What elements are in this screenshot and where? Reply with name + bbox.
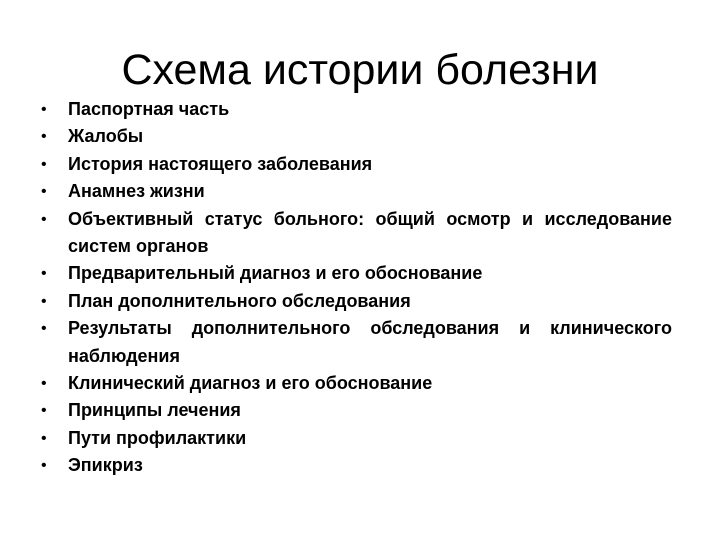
bullet-icon: •: [41, 155, 47, 173]
list-item-text: История настоящего заболевания: [68, 153, 373, 174]
list-item-text: Результаты дополнительного обследования и клинического наблюдения: [68, 318, 672, 366]
list-item: [36, 288, 672, 315]
list-item-text: Клинический диагноз и его обоснование: [68, 373, 433, 394]
bullet-icon: •: [41, 183, 47, 201]
list-item-text: Предварительный диагноз и его обоснование: [68, 263, 483, 284]
bullet-icon: •: [41, 457, 47, 475]
list-item: [36, 178, 672, 205]
bullet-icon: •: [41, 402, 47, 420]
list-item-text: Паспортная часть: [68, 99, 230, 119]
list-item-text: Принципы лечения: [68, 400, 241, 421]
list-item: [36, 397, 672, 424]
list-item: [36, 206, 672, 261]
list-item: [36, 452, 672, 479]
bullet-icon: •: [41, 128, 47, 146]
bullet-icon: •: [41, 265, 47, 283]
list-item: [36, 370, 672, 397]
list-item: [36, 123, 672, 150]
list-item-text: Объективный статус больного: общий осмотр и исследование систем органов: [68, 208, 672, 257]
bullet-icon: •: [41, 292, 47, 310]
list-item: [36, 260, 672, 287]
list-item-text: Анамнез жизни: [68, 181, 205, 202]
list-item: [36, 151, 672, 178]
list-item-text: Жалобы: [68, 126, 144, 147]
bullet-icon: •: [41, 210, 47, 228]
list-item: [36, 96, 672, 123]
bullet-icon: •: [41, 320, 47, 338]
slide-title: Схема истории болезни: [121, 46, 599, 94]
list-item: [36, 315, 672, 370]
list-item-text: План дополнительного обследования: [68, 290, 411, 311]
bullet-list: [36, 96, 672, 480]
bullet-icon: •: [41, 375, 47, 393]
list-item: [36, 425, 672, 452]
list-item-text: Пути профилактики: [68, 427, 247, 448]
bullet-icon: •: [41, 101, 47, 118]
bullet-icon: •: [41, 429, 47, 447]
list-item-text: Эпикриз: [68, 455, 143, 476]
